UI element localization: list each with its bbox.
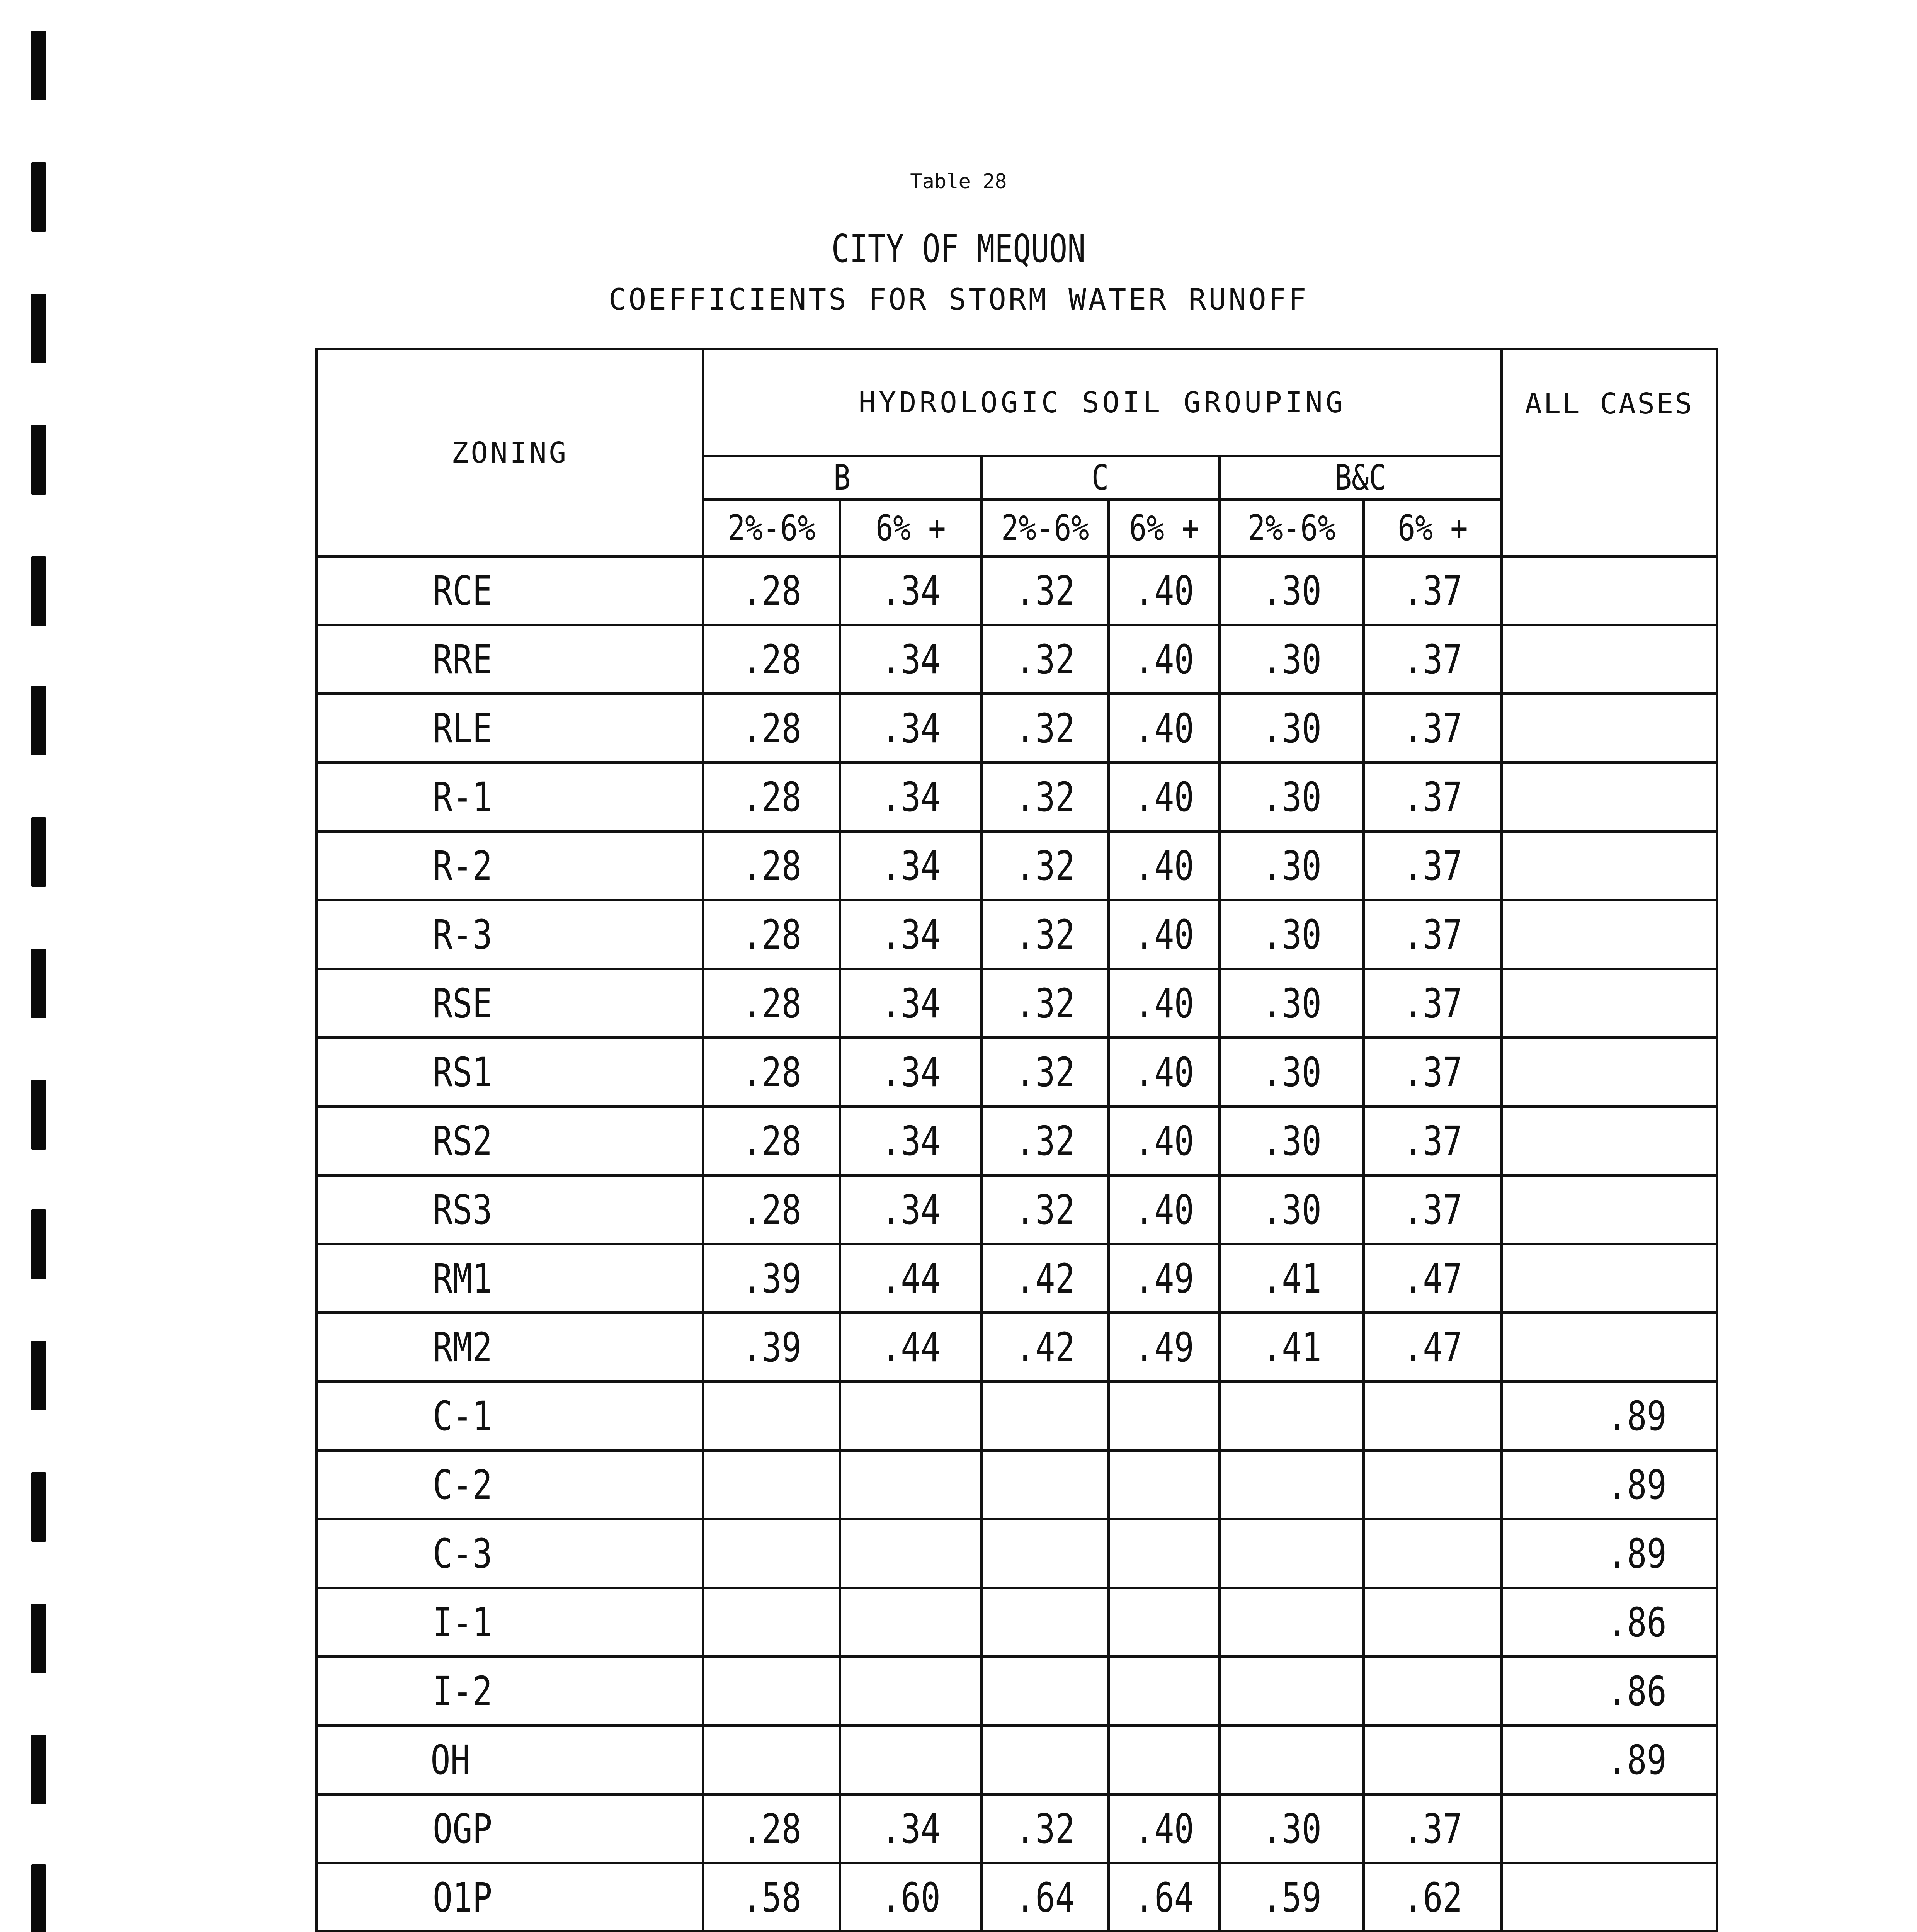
- coefficient-cell: [981, 1451, 1109, 1519]
- coefficient-cell: .37: [1364, 900, 1502, 969]
- coefficient-cell: .40: [1109, 1794, 1220, 1863]
- coefficient-cell: .32: [981, 900, 1109, 969]
- zoning-cell: RM2: [317, 1313, 703, 1382]
- coefficient-cell: .37: [1364, 694, 1502, 763]
- coefficient-cell: .28: [703, 900, 840, 969]
- coefficient-cell: .34: [840, 1107, 981, 1175]
- table-row: [317, 1451, 1717, 1519]
- coefficient-cell: .28: [703, 625, 840, 694]
- slope-header: 2%-6%: [1220, 500, 1364, 556]
- zoning-cell: O1P: [317, 1863, 703, 1932]
- coefficient-cell: .34: [840, 832, 981, 900]
- coefficient-cell: .32: [981, 1038, 1109, 1107]
- coefficient-cell: .41: [1220, 1244, 1364, 1313]
- binding-hole: [31, 1080, 46, 1150]
- coefficient-cell: .44: [840, 1244, 981, 1313]
- coefficient-cell: .40: [1109, 694, 1220, 763]
- all-cases-cell: [1502, 1863, 1717, 1932]
- coefficient-cell: [1364, 1726, 1502, 1794]
- binding-hole: [31, 949, 46, 1018]
- coefficient-cell: .40: [1109, 1107, 1220, 1175]
- coefficient-cell: .58: [703, 1863, 840, 1932]
- all-cases-cell: [1502, 1175, 1717, 1244]
- coefficient-cell: .60: [840, 1863, 981, 1932]
- coefficient-cell: .64: [1109, 1863, 1220, 1932]
- coefficient-cell: .62: [1364, 1863, 1502, 1932]
- coefficient-cell: .32: [981, 556, 1109, 625]
- coefficient-cell: [981, 1519, 1109, 1588]
- table-row: [317, 1175, 1717, 1244]
- coefficient-cell: [1109, 1451, 1220, 1519]
- coefficient-cell: .40: [1109, 763, 1220, 832]
- zoning-cell: C-3: [317, 1519, 703, 1588]
- coefficient-cell: [1220, 1726, 1364, 1794]
- coefficient-cell: .28: [703, 763, 840, 832]
- zoning-cell: C-1: [317, 1382, 703, 1451]
- table-row: [317, 694, 1717, 763]
- table-row: [317, 1313, 1717, 1382]
- coefficient-cell: .30: [1220, 1794, 1364, 1863]
- coefficient-cell: .28: [703, 969, 840, 1038]
- coefficient-cell: .37: [1364, 1175, 1502, 1244]
- coefficient-cell: .28: [703, 1107, 840, 1175]
- coefficient-cell: .37: [1364, 969, 1502, 1038]
- coefficient-cell: [840, 1519, 981, 1588]
- coefficient-cell: [703, 1382, 840, 1451]
- coefficient-cell: .32: [981, 694, 1109, 763]
- soil-group-bc-header: B&C: [1220, 456, 1502, 500]
- coefficient-cell: .32: [981, 1794, 1109, 1863]
- binding-hole: [31, 1735, 46, 1804]
- coefficient-cell: [1109, 1382, 1220, 1451]
- all-cases-cell: [1502, 832, 1717, 900]
- coefficient-cell: [840, 1382, 981, 1451]
- coefficient-cell: .37: [1364, 1107, 1502, 1175]
- coefficient-cell: [1364, 1519, 1502, 1588]
- binding-hole: [31, 1604, 46, 1673]
- coefficient-cell: .28: [703, 1175, 840, 1244]
- binding-hole: [31, 556, 46, 626]
- document-subtitle: COEFFICIENTS FOR STORM WATER RUNOFF: [608, 282, 1309, 316]
- binding-hole: [31, 686, 46, 755]
- all-cases-cell: [1502, 1244, 1717, 1313]
- coefficient-cell: .40: [1109, 832, 1220, 900]
- table-body: [317, 556, 1717, 1932]
- all-cases-header: ALL CASES: [1502, 349, 1717, 556]
- coefficient-cell: [1364, 1451, 1502, 1519]
- coefficient-cell: .32: [981, 832, 1109, 900]
- coefficient-cell: .40: [1109, 900, 1220, 969]
- zoning-cell: R-3: [317, 900, 703, 969]
- binding-hole: [31, 817, 46, 887]
- coefficient-cell: .34: [840, 1794, 981, 1863]
- zoning-cell: RS2: [317, 1107, 703, 1175]
- coefficient-cell: [1220, 1657, 1364, 1726]
- coefficient-cell: [981, 1657, 1109, 1726]
- coefficient-cell: .32: [981, 1175, 1109, 1244]
- slope-header: 6% +: [1364, 500, 1502, 556]
- coefficient-cell: [1364, 1657, 1502, 1726]
- coefficient-cell: .37: [1364, 1794, 1502, 1863]
- coefficient-cell: .34: [840, 763, 981, 832]
- coefficient-cell: [1220, 1451, 1364, 1519]
- zoning-cell: I-2: [317, 1657, 703, 1726]
- coefficient-cell: .28: [703, 556, 840, 625]
- coefficient-cell: .39: [703, 1244, 840, 1313]
- zoning-cell: RS1: [317, 1038, 703, 1107]
- table-row: [317, 1382, 1717, 1451]
- binding-hole: [31, 31, 46, 100]
- soil-group-c-header: C: [981, 456, 1220, 500]
- zoning-header: ZONING: [317, 349, 703, 556]
- coefficient-cell: .30: [1220, 969, 1364, 1038]
- table-row: [317, 1519, 1717, 1588]
- table-row: [317, 1863, 1717, 1932]
- coefficient-cell: .34: [840, 556, 981, 625]
- all-cases-cell: .89: [1502, 1451, 1717, 1519]
- all-cases-cell: .86: [1502, 1588, 1717, 1657]
- table-number: Table 28: [910, 170, 1007, 193]
- coefficient-cell: .28: [703, 694, 840, 763]
- coefficient-cell: .34: [840, 694, 981, 763]
- coefficient-cell: .30: [1220, 1175, 1364, 1244]
- coefficient-cell: .40: [1109, 625, 1220, 694]
- coefficient-cell: .30: [1220, 763, 1364, 832]
- coefficient-cell: .40: [1109, 1038, 1220, 1107]
- all-cases-cell: .89: [1502, 1382, 1717, 1451]
- coefficient-cell: [1220, 1382, 1364, 1451]
- coefficient-cell: [981, 1588, 1109, 1657]
- coefficient-cell: .32: [981, 625, 1109, 694]
- coefficient-cell: .34: [840, 900, 981, 969]
- coefficient-cell: [981, 1382, 1109, 1451]
- document-title: CITY OF MEQUON: [831, 226, 1086, 271]
- coefficient-cell: .47: [1364, 1244, 1502, 1313]
- slope-header: 6% +: [1109, 500, 1220, 556]
- coefficient-cell: .37: [1364, 556, 1502, 625]
- coefficient-cell: [1109, 1519, 1220, 1588]
- coefficient-cell: [703, 1657, 840, 1726]
- all-cases-cell: [1502, 1038, 1717, 1107]
- coefficient-cell: .40: [1109, 969, 1220, 1038]
- coefficient-cell: .30: [1220, 832, 1364, 900]
- slope-header: 6% +: [840, 500, 981, 556]
- zoning-cell: RCE: [317, 556, 703, 625]
- binding-hole: [31, 1209, 46, 1279]
- coefficient-cell: .28: [703, 832, 840, 900]
- all-cases-cell: [1502, 694, 1717, 763]
- coefficient-cell: [840, 1451, 981, 1519]
- coefficient-cell: .42: [981, 1244, 1109, 1313]
- coefficient-cell: [1109, 1657, 1220, 1726]
- coefficient-cell: .32: [981, 1107, 1109, 1175]
- coefficient-cell: .28: [703, 1794, 840, 1863]
- table-row: [317, 1794, 1717, 1863]
- coefficient-cell: [840, 1588, 981, 1657]
- zoning-cell: C-2: [317, 1451, 703, 1519]
- coefficient-cell: .64: [981, 1863, 1109, 1932]
- table-row: [317, 1038, 1717, 1107]
- coefficient-cell: [981, 1726, 1109, 1794]
- zoning-cell: RLE: [317, 694, 703, 763]
- all-cases-cell: .86: [1502, 1657, 1717, 1726]
- coefficient-cell: .39: [703, 1313, 840, 1382]
- coefficient-cell: [703, 1451, 840, 1519]
- table-row: [317, 900, 1717, 969]
- slope-header: 2%-6%: [703, 500, 840, 556]
- all-cases-cell: [1502, 1107, 1717, 1175]
- coefficient-cell: [840, 1657, 981, 1726]
- coefficient-cell: .30: [1220, 694, 1364, 763]
- coefficient-cell: .42: [981, 1313, 1109, 1382]
- all-cases-cell: [1502, 556, 1717, 625]
- table-row: [317, 556, 1717, 625]
- zoning-cell: RSE: [317, 969, 703, 1038]
- coefficient-cell: .37: [1364, 763, 1502, 832]
- coefficient-cell: .34: [840, 969, 981, 1038]
- coefficient-cell: .30: [1220, 556, 1364, 625]
- zoning-cell: RM1: [317, 1244, 703, 1313]
- zoning-cell: RS3: [317, 1175, 703, 1244]
- zoning-cell: R-2: [317, 832, 703, 900]
- coefficient-cell: .49: [1109, 1313, 1220, 1382]
- coefficient-cell: [840, 1726, 981, 1794]
- table-row: [317, 763, 1717, 832]
- coefficient-cell: .28: [703, 1038, 840, 1107]
- all-cases-cell: .89: [1502, 1519, 1717, 1588]
- all-cases-cell: [1502, 1794, 1717, 1863]
- coefficient-cell: .34: [840, 1175, 981, 1244]
- all-cases-cell: [1502, 763, 1717, 832]
- coefficient-cell: .44: [840, 1313, 981, 1382]
- coefficient-cell: [1364, 1588, 1502, 1657]
- table-row: [317, 969, 1717, 1038]
- coefficient-cell: .59: [1220, 1863, 1364, 1932]
- coefficient-cell: .32: [981, 763, 1109, 832]
- binding-hole: [31, 425, 46, 495]
- coefficient-cell: .30: [1220, 1107, 1364, 1175]
- zoning-cell: RRE: [317, 625, 703, 694]
- coefficient-cell: .30: [1220, 625, 1364, 694]
- coefficient-cell: .40: [1109, 1175, 1220, 1244]
- zoning-cell: I-1: [317, 1588, 703, 1657]
- all-cases-cell: [1502, 625, 1717, 694]
- all-cases-cell: [1502, 969, 1717, 1038]
- zoning-cell: OGP: [317, 1794, 703, 1863]
- slope-header: 2%-6%: [981, 500, 1109, 556]
- zoning-cell: R-1: [317, 763, 703, 832]
- binding-hole: [31, 1341, 46, 1410]
- coefficient-cell: [1364, 1382, 1502, 1451]
- coefficient-cell: [1220, 1519, 1364, 1588]
- table-row: [317, 1107, 1717, 1175]
- coefficient-cell: [703, 1519, 840, 1588]
- binding-hole: [31, 1864, 46, 1932]
- all-cases-cell: [1502, 900, 1717, 969]
- coefficient-cell: [703, 1588, 840, 1657]
- coefficient-cell: [703, 1726, 840, 1794]
- coefficient-cell: .37: [1364, 1038, 1502, 1107]
- binding-hole: [31, 1472, 46, 1542]
- coefficient-cell: .34: [840, 625, 981, 694]
- coefficient-cell: .49: [1109, 1244, 1220, 1313]
- table-row: [317, 1657, 1717, 1726]
- coefficient-cell: .34: [840, 1038, 981, 1107]
- coefficient-cell: .32: [981, 969, 1109, 1038]
- coefficient-cell: .47: [1364, 1313, 1502, 1382]
- table-row: [317, 625, 1717, 694]
- coefficient-cell: [1109, 1726, 1220, 1794]
- coefficient-cell: .30: [1220, 1038, 1364, 1107]
- coefficient-cell: .30: [1220, 900, 1364, 969]
- soil-grouping-header: HYDROLOGIC SOIL GROUPING: [703, 349, 1502, 456]
- coefficient-cell: [1109, 1588, 1220, 1657]
- all-cases-cell: .89: [1502, 1726, 1717, 1794]
- table-row: [317, 1244, 1717, 1313]
- zoning-cell: OH: [317, 1726, 703, 1794]
- table-row: [317, 1726, 1717, 1794]
- coefficient-cell: .37: [1364, 832, 1502, 900]
- coefficient-cell: [1220, 1588, 1364, 1657]
- coefficient-cell: .40: [1109, 556, 1220, 625]
- table-row: [317, 832, 1717, 900]
- coefficient-cell: .37: [1364, 625, 1502, 694]
- table-row: [317, 1588, 1717, 1657]
- all-cases-cell: [1502, 1313, 1717, 1382]
- soil-group-b-header: B: [703, 456, 981, 500]
- runoff-coefficients-table: [315, 348, 1718, 1932]
- coefficient-cell: .41: [1220, 1313, 1364, 1382]
